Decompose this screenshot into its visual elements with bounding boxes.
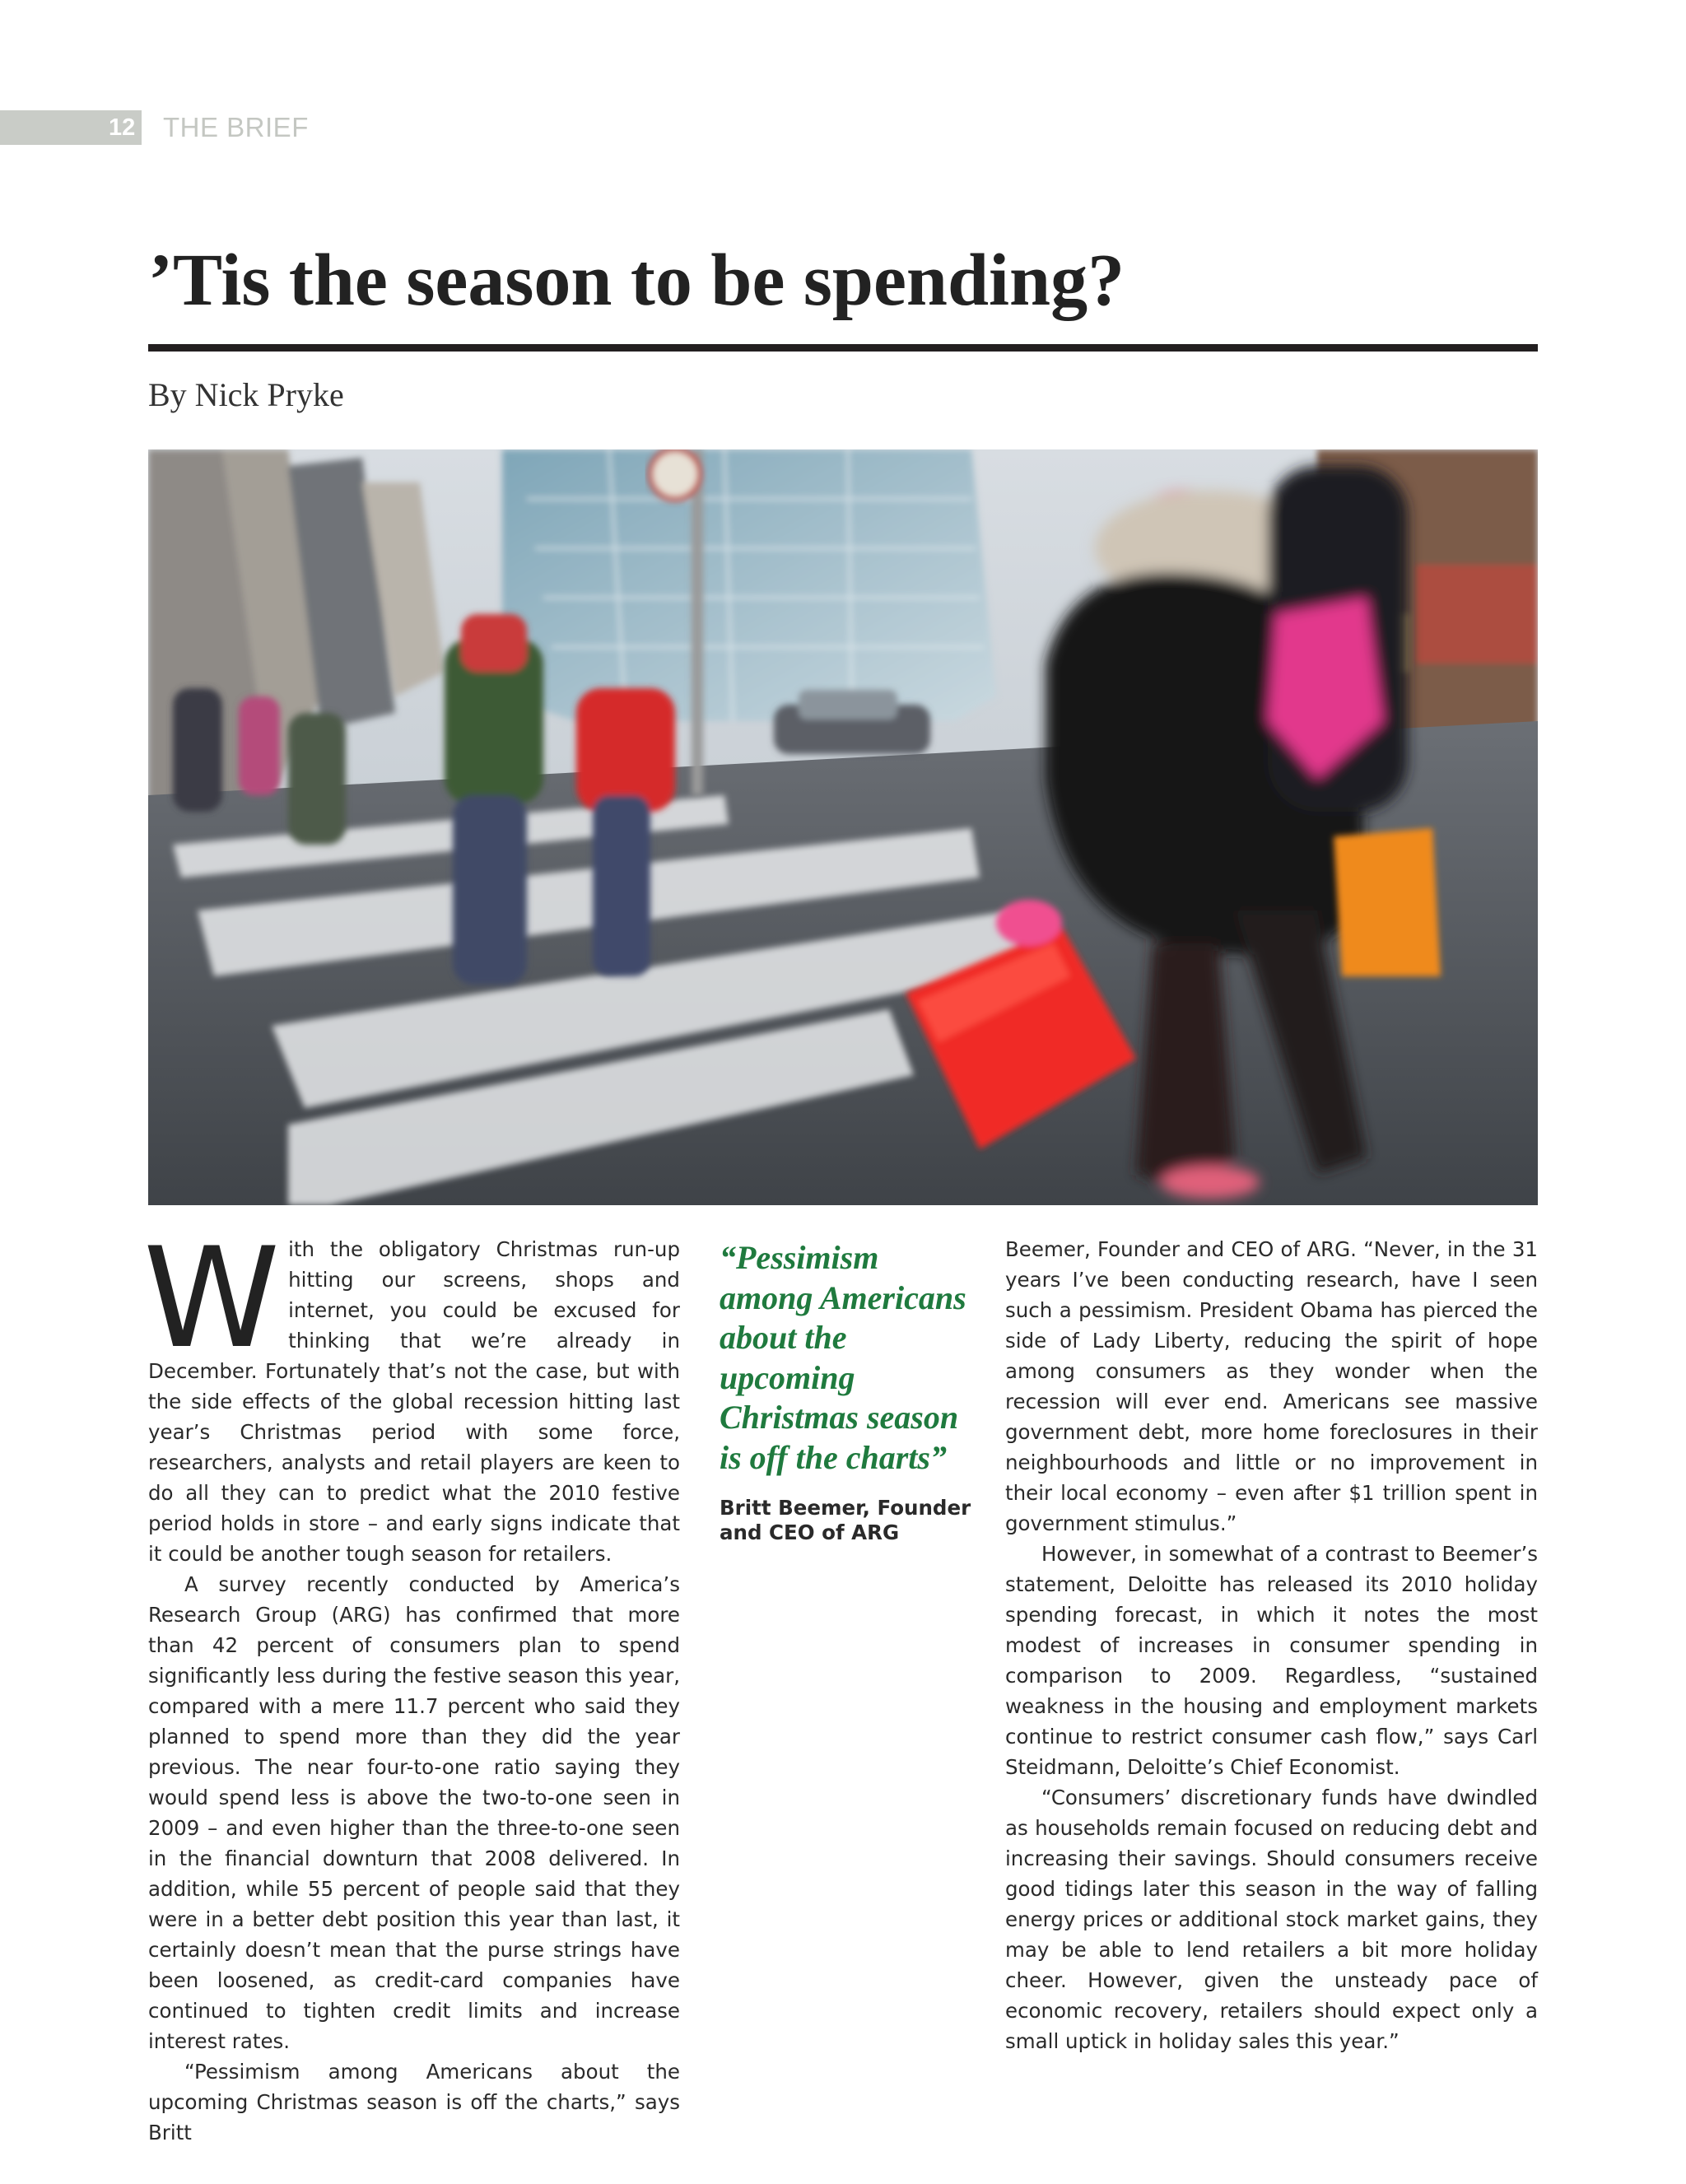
photo-shoppers-crossing-street-icon <box>148 449 1538 1205</box>
paragraph-3: “Pessimism among Americans about the upcoming Christmas season is off the charts,” says Britt <box>148 2060 680 2144</box>
pull-quote-text: “Pessimism among Americans about the upcoming Christmas season is off the charts” <box>720 1239 966 1476</box>
pull-quote-attribution: Britt Beemer, Founder and CEO of ARG <box>720 1496 971 1544</box>
paragraph-6: “Consumers’ discretionary funds have dwindled as households remain focused on reducing debt and increasing their savings. Should consumers receive good tidings later this season in the way of falling energy prices or additional stock market gains, they may be able to lend retailers a bit more holiday cheer. However, given the unsteady pace of economic recovery, retailers should expect only a small uptick in holiday sales this year.” <box>1005 1786 1538 2053</box>
article-title: ’Tis the season to be spending? <box>148 240 1125 321</box>
paragraph-2: A survey recently conducted by America’s Research Group (ARG) has confirmed that more than 42 percent of consumers plan to spend significantly less during the festive season this year, compared with a mere 11.7 percent who said they planned to spend more than they did the year previous. The near four-to-one ratio saying they would spend less is above the two-to-one seen in 2009 – and even higher than the three-to-one seen in the financial downturn that 2008 delivered. In addition, while 55 percent of people said that they were in a better debt position this year than last, it certainly doesn’t mean that the purse strings have been loosened, as credit-card companies have continued to tighten credit limits and increase interest rates. <box>148 1572 680 2053</box>
pull-quote <box>720 1238 975 1545</box>
section-label: THE BRIEF <box>163 112 309 142</box>
page-header <box>0 110 346 145</box>
paragraph-1 <box>143 1218 680 1569</box>
paragraph-5: However, in somewhat of a contrast to Beemer’s statement, Deloitte has released its 2010 holiday spending forecast, in which it notes the most modest of increases in consumer spending in comparison to 2009. Regardless, “sustained weakness in the housing and employment markets continue to restrict consumer cash flow,” says Carl Steidmann, Deloitte’s Chief Economist. <box>1005 1542 1538 1779</box>
page-number: 12 <box>109 114 136 141</box>
paragraph-1-text: ith the obligatory Christmas run-up hitting our screens, shops and internet, you could be excused for thinking that we’re already in December. Fortunately that’s not the case, but with the side effects of the global recession hitting last year’s Christmas period with some force, researchers, analysts and retail players are keen to do all they can to predict what the 2010 festive period holds in store – and early signs indicate that it could be another tough season for retailers. <box>148 1237 680 1566</box>
body-column-3 <box>1005 1234 1538 2056</box>
article-photo <box>148 449 1538 1205</box>
paragraph-4: Beemer, Founder and CEO of ARG. “Never, in the 31 years I’ve been conducting research, have I seen such a pessimism. President Obama has pierced the side of Lady Liberty, reducing the spirit of hope among consumers as they wonder when the recession will ever end. Americans see massive government debt, more home foreclosures in their neighbourhoods and little or no improvement in their local economy – even after $1 trillion spent in government stimulus.” <box>1005 1237 1538 1535</box>
title-rule <box>148 344 1538 352</box>
body-column-1 <box>143 1218 680 2148</box>
byline: By Nick Pryke <box>148 376 344 413</box>
drop-cap: W <box>143 1218 281 1379</box>
